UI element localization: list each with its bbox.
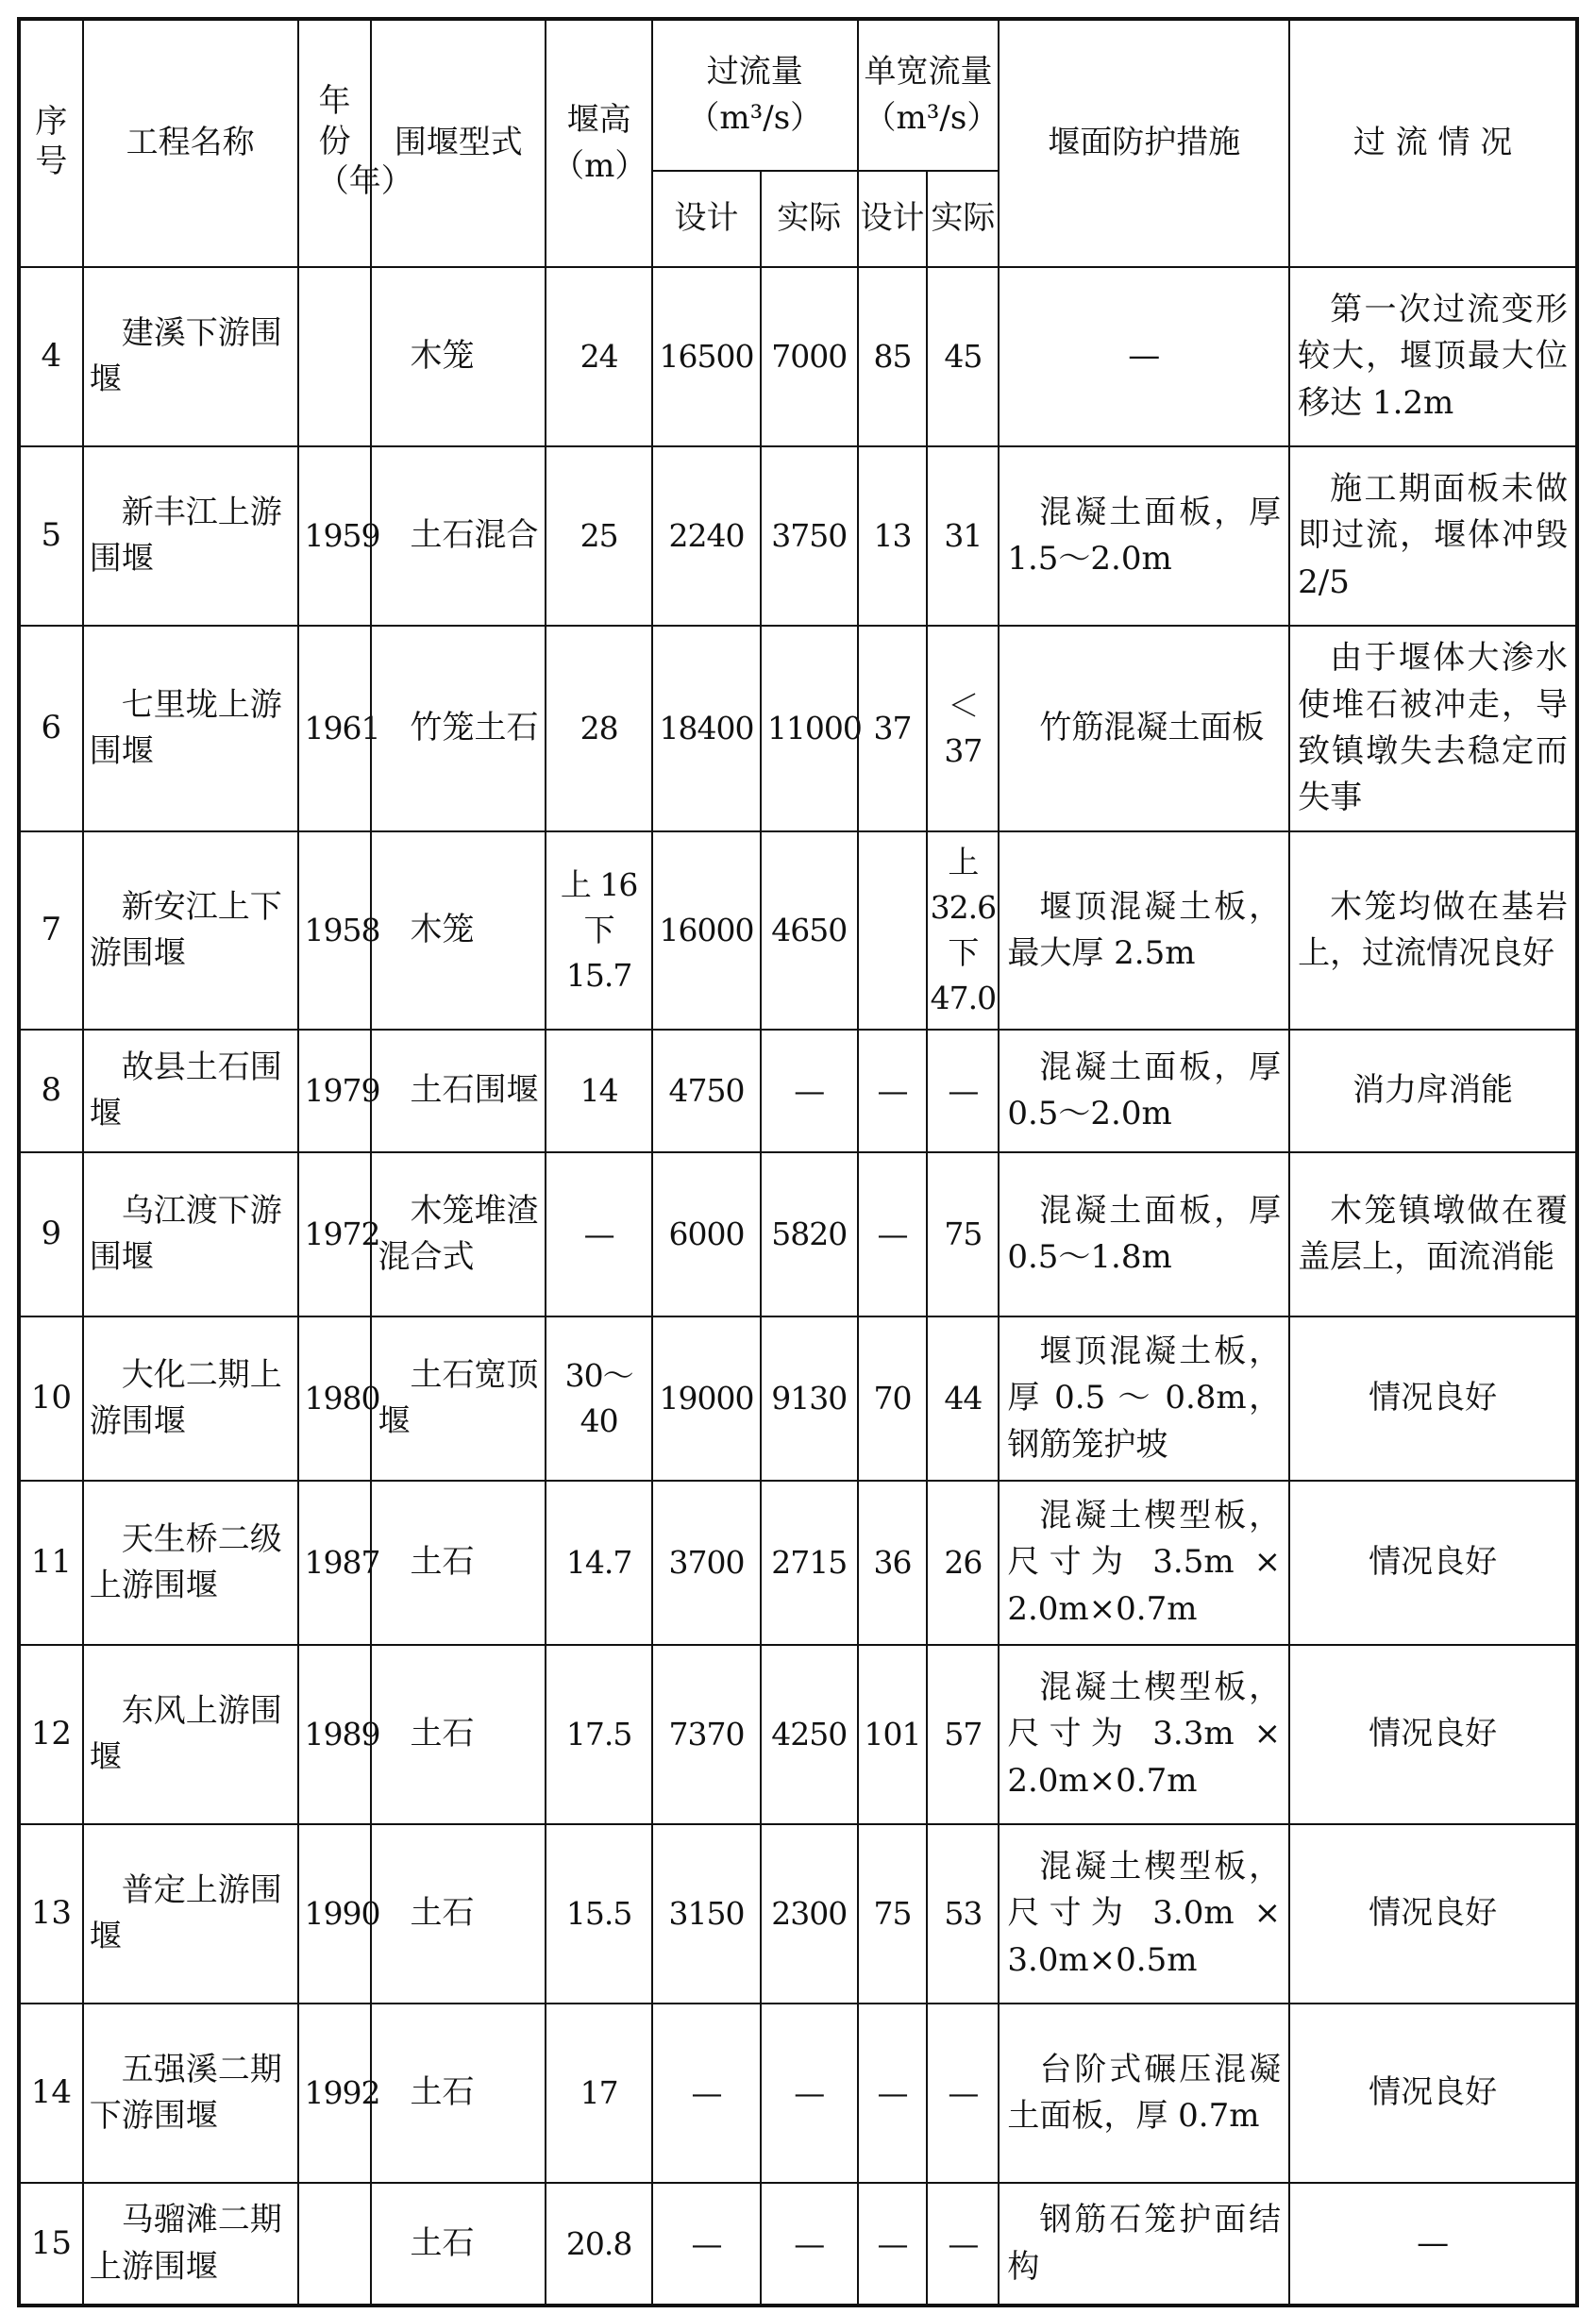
cell-situation: 消力戽消能: [1289, 1030, 1577, 1152]
cell-protection: 钢筋石笼护面结构: [999, 2183, 1289, 2306]
header-flow-label: 过流量: [706, 52, 803, 91]
cell-situation: 施工期面板未做即过流，堰体冲毁 2/5: [1289, 446, 1577, 626]
cell-name: 普定上游围堰: [83, 1824, 298, 2004]
cell-flow-design: 3150: [652, 1824, 761, 2004]
cell-protection: 混凝土楔型板，尺寸为 3.5m × 2.0m×0.7m: [999, 1481, 1289, 1645]
cell-flow-design: 6000: [652, 1152, 761, 1316]
table-row: [19, 1645, 1577, 1824]
cell-seq: 4: [19, 267, 83, 446]
cell-flow-design: —: [652, 2183, 761, 2306]
cell-name: 乌江渡下游围堰: [83, 1152, 298, 1316]
cell-seq: 15: [19, 2183, 83, 2306]
cell-unit-actual: —: [927, 2004, 999, 2183]
cell-name: 马骝滩二期上游围堰: [83, 2183, 298, 2306]
cell-unit-actual: 44: [927, 1316, 999, 1481]
cell-seq: 6: [19, 626, 83, 831]
cell-unit-design: 13: [858, 446, 928, 626]
cell-situation: 情况良好: [1289, 1645, 1577, 1824]
cell-year: 1958: [298, 831, 372, 1030]
cell-year: 1992: [298, 2004, 372, 2183]
cell-height: —: [546, 1152, 652, 1316]
cell-unit-actual: 31: [927, 446, 999, 626]
cell-unit-design: 75: [858, 1824, 928, 2004]
header-unit-flow: [858, 19, 1000, 171]
cell-flow-actual: 11000: [761, 626, 858, 831]
cell-flow-actual: 2300: [761, 1824, 858, 2004]
cell-situation: 木笼镇墩做在覆盖层上，面流消能: [1289, 1152, 1577, 1316]
cell-year: 1980: [298, 1316, 372, 1481]
header-unit-design: 设计: [858, 171, 928, 267]
cell-situation: 第一次过流变形较大，堰顶最大位移达 1.2m: [1289, 267, 1577, 446]
cell-unit-design: —: [858, 2004, 928, 2183]
header-unit-actual: 实际: [927, 171, 999, 267]
cell-height: 28: [546, 626, 652, 831]
cell-unit-actual: ＜37: [927, 626, 999, 831]
cell-name: 七里垅上游围堰: [83, 626, 298, 831]
cell-seq: 10: [19, 1316, 83, 1481]
cell-unit-actual: 75: [927, 1152, 999, 1316]
cell-height: 17: [546, 2004, 652, 2183]
cell-year: 1979: [298, 1030, 372, 1152]
cell-unit-actual: 45: [927, 267, 999, 446]
cell-year: 1972: [298, 1152, 372, 1316]
table-row: [19, 831, 1577, 1030]
cell-type: 土石: [371, 2004, 546, 2183]
cell-name: 东风上游围堰: [83, 1645, 298, 1824]
cell-protection: 堰顶混凝土板，最大厚 2.5m: [999, 831, 1289, 1030]
cell-name: 五强溪二期下游围堰: [83, 2004, 298, 2183]
cell-protection: 混凝土楔型板，尺寸为 3.0m × 3.0m×0.5m: [999, 1824, 1289, 2004]
table-row: [19, 1481, 1577, 1645]
cell-flow-design: 19000: [652, 1316, 761, 1481]
cell-situation: —: [1289, 2183, 1577, 2306]
cell-situation: 情况良好: [1289, 1824, 1577, 2004]
cell-name: 新丰江上游围堰: [83, 446, 298, 626]
header-unit-flow-unit: （m³/s）: [864, 99, 1000, 137]
table-row: [19, 1316, 1577, 1481]
cell-unit-actual: 53: [927, 1824, 999, 2004]
table-row: [19, 1824, 1577, 2004]
cell-height: 20.8: [546, 2183, 652, 2306]
cell-type: 木笼: [371, 267, 546, 446]
cell-seq: 14: [19, 2004, 83, 2183]
cell-situation: 情况良好: [1289, 2004, 1577, 2183]
cell-protection: 混凝土面板，厚 1.5～2.0m: [999, 446, 1289, 626]
cell-type: 土石宽顶堰: [371, 1316, 546, 1481]
cell-type: 竹笼土石: [371, 626, 546, 831]
cell-flow-actual: —: [761, 1030, 858, 1152]
cell-name: 大化二期上游围堰: [83, 1316, 298, 1481]
cell-flow-design: 4750: [652, 1030, 761, 1152]
cell-unit-design: —: [858, 2183, 928, 2306]
cell-year: 1987: [298, 1481, 372, 1645]
header-type: 围堰型式: [371, 19, 546, 267]
cell-height: 14: [546, 1030, 652, 1152]
cell-year: 1990: [298, 1824, 372, 2004]
cell-year: [298, 267, 372, 446]
cell-year: [298, 2183, 372, 2306]
cell-height: 25: [546, 446, 652, 626]
header-flow-design: 设计: [652, 171, 761, 267]
header-seq: 序号: [19, 19, 83, 267]
cell-unit-design: [858, 831, 928, 1030]
cell-flow-actual: 2715: [761, 1481, 858, 1645]
header-height: 堰高（m）: [546, 19, 652, 267]
cell-unit-design: —: [858, 1152, 928, 1316]
table-body: [19, 267, 1577, 2306]
cell-flow-design: 16000: [652, 831, 761, 1030]
cell-height: 24: [546, 267, 652, 446]
cell-unit-design: 70: [858, 1316, 928, 1481]
cell-protection: —: [999, 267, 1289, 446]
cell-protection: 混凝土楔型板，尺寸为 3.3m × 2.0m×0.7m: [999, 1645, 1289, 1824]
cell-flow-actual: —: [761, 2004, 858, 2183]
table-row: [19, 2183, 1577, 2306]
cell-unit-design: 37: [858, 626, 928, 831]
cell-type: 土石: [371, 1481, 546, 1645]
table-row: [19, 1152, 1577, 1316]
cell-flow-design: 7370: [652, 1645, 761, 1824]
cell-protection: 台阶式碾压混凝土面板，厚 0.7m: [999, 2004, 1289, 2183]
cell-flow-actual: —: [761, 2183, 858, 2306]
cell-type: 木笼: [371, 831, 546, 1030]
table-row: [19, 267, 1577, 446]
cell-flow-actual: 4250: [761, 1645, 858, 1824]
table-row: [19, 626, 1577, 831]
cell-unit-design: —: [858, 1030, 928, 1152]
cell-unit-actual: 上 32.6 下 47.0: [927, 831, 999, 1030]
cell-height: 17.5: [546, 1645, 652, 1824]
cell-seq: 11: [19, 1481, 83, 1645]
cell-height: 30～40: [546, 1316, 652, 1481]
cell-year: 1989: [298, 1645, 372, 1824]
cell-flow-actual: 4650: [761, 831, 858, 1030]
cell-unit-design: 36: [858, 1481, 928, 1645]
cell-height: 上 16 下 15.7: [546, 831, 652, 1030]
cell-flow-actual: 5820: [761, 1152, 858, 1316]
cell-flow-design: 2240: [652, 446, 761, 626]
cell-protection: 混凝土面板，厚 0.5～2.0m: [999, 1030, 1289, 1152]
header-year: 年份（年）: [298, 19, 372, 267]
header-situation: 过 流 情 况: [1289, 19, 1577, 267]
cell-type: 土石: [371, 1824, 546, 2004]
cell-seq: 13: [19, 1824, 83, 2004]
cell-name: 建溪下游围堰: [83, 267, 298, 446]
cell-situation: 情况良好: [1289, 1481, 1577, 1645]
cell-unit-actual: —: [927, 1030, 999, 1152]
cell-seq: 9: [19, 1152, 83, 1316]
cell-unit-actual: 57: [927, 1645, 999, 1824]
cell-flow-design: 18400: [652, 626, 761, 831]
cell-protection: 混凝土面板，厚 0.5～1.8m: [999, 1152, 1289, 1316]
cell-situation: 情况良好: [1289, 1316, 1577, 1481]
cell-flow-actual: 7000: [761, 267, 858, 446]
cell-flow-actual: 3750: [761, 446, 858, 626]
cell-flow-design: 16500: [652, 267, 761, 446]
cell-situation: 由于堰体大渗水使堆石被冲走，导致镇墩失去稳定而失事: [1289, 626, 1577, 831]
cell-unit-actual: —: [927, 2183, 999, 2306]
cell-type: 土石混合: [371, 446, 546, 626]
cell-name: 故县土石围堰: [83, 1030, 298, 1152]
header-name: 工程名称: [83, 19, 298, 267]
cell-type: 土石围堰: [371, 1030, 546, 1152]
cell-seq: 12: [19, 1645, 83, 1824]
cell-seq: 8: [19, 1030, 83, 1152]
table-row: [19, 2004, 1577, 2183]
cell-year: 1959: [298, 446, 372, 626]
cell-flow-design: —: [652, 2004, 761, 2183]
cell-type: 土石: [371, 2183, 546, 2306]
cell-flow-actual: 9130: [761, 1316, 858, 1481]
cell-seq: 5: [19, 446, 83, 626]
cell-unit-design: 101: [858, 1645, 928, 1824]
cell-seq: 7: [19, 831, 83, 1030]
cell-protection: 堰顶混凝土板，厚 0.5 ～ 0.8m，钢筋笼护坡: [999, 1316, 1289, 1481]
table-row: [19, 446, 1577, 626]
cell-flow-design: 3700: [652, 1481, 761, 1645]
cell-height: 14.7: [546, 1481, 652, 1645]
cell-unit-design: 85: [858, 267, 928, 446]
cell-name: 天生桥二级上游围堰: [83, 1481, 298, 1645]
cell-unit-actual: 26: [927, 1481, 999, 1645]
header-flow-unit: （m³/s）: [687, 99, 823, 137]
cell-type: 土石: [371, 1645, 546, 1824]
cell-type: 木笼堆渣混合式: [371, 1152, 546, 1316]
header-protection: 堰面防护措施: [999, 19, 1289, 267]
cell-height: 15.5: [546, 1824, 652, 2004]
cofferdam-overflow-table: [17, 17, 1579, 2307]
cell-year: 1961: [298, 626, 372, 831]
cell-name: 新安江上下游围堰: [83, 831, 298, 1030]
table-row: [19, 1030, 1577, 1152]
header-flow: [652, 19, 858, 171]
cell-protection: 竹筋混凝土面板: [999, 626, 1289, 831]
header-flow-actual: 实际: [761, 171, 858, 267]
header-unit-flow-label: 单宽流量: [864, 52, 993, 91]
cell-situation: 木笼均做在基岩上，过流情况良好: [1289, 831, 1577, 1030]
